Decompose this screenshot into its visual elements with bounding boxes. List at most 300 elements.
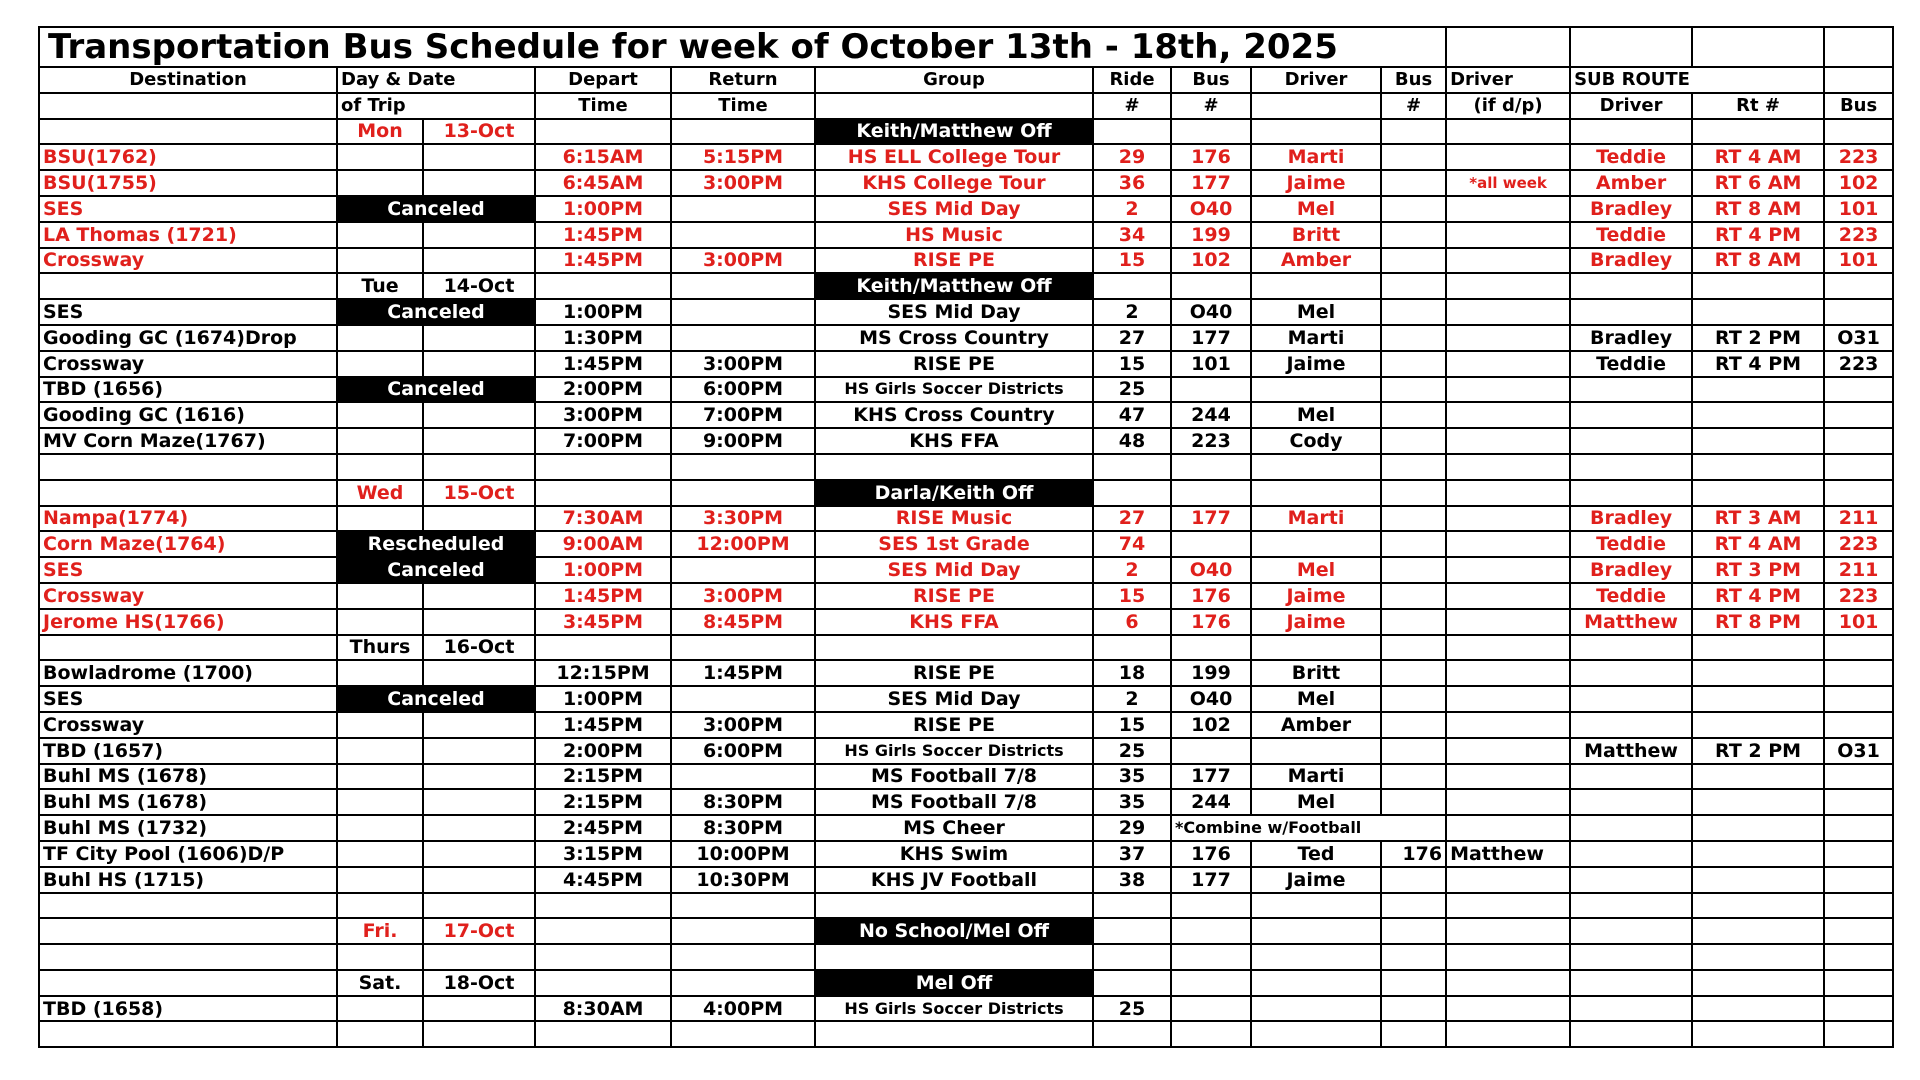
header-driver-2: Driver — [1446, 67, 1570, 93]
blank-cell — [535, 273, 671, 299]
day-label: Mon — [337, 119, 423, 145]
ride-cell: 25 — [1093, 377, 1171, 403]
group-cell: KHS Cross Country — [815, 402, 1093, 428]
date-label: 14-Oct — [423, 273, 535, 299]
bus-cell: 177 — [1171, 764, 1251, 790]
blank-cell — [535, 1021, 671, 1047]
trip-row — [39, 712, 1893, 738]
blank-cell — [39, 93, 337, 119]
group-cell: RISE PE — [815, 712, 1093, 738]
bus-cell: 244 — [1171, 402, 1251, 428]
blank-cell — [423, 454, 535, 480]
sub-bus-cell: 211 — [1824, 557, 1893, 583]
blank-cell — [535, 119, 671, 145]
bus-2-cell — [1381, 506, 1446, 532]
blank-cell — [1824, 1021, 1893, 1047]
trip-row — [39, 738, 1893, 764]
day-header-row — [39, 480, 1893, 506]
destination-cell: BSU(1755) — [39, 170, 337, 196]
destination-cell: Crossway — [39, 248, 337, 274]
bus-cell: 176 — [1171, 841, 1251, 867]
rt-cell: RT 3 PM — [1692, 557, 1824, 583]
blank-cell — [337, 893, 423, 919]
return-cell: 3:00PM — [671, 351, 815, 377]
depart-cell: 3:00PM — [535, 402, 671, 428]
bus-cell: 177 — [1171, 506, 1251, 532]
bus-2-cell — [1381, 557, 1446, 583]
sub-bus-cell: 223 — [1824, 583, 1893, 609]
blank-cell — [1692, 454, 1824, 480]
group-cell: KHS College Tour — [815, 170, 1093, 196]
driver-2-cell — [1446, 222, 1570, 248]
blank-cell — [671, 454, 815, 480]
blank-cell — [423, 609, 535, 635]
depart-cell: 1:30PM — [535, 325, 671, 351]
sub-bus-cell — [1824, 686, 1893, 712]
depart-cell: 1:00PM — [535, 686, 671, 712]
rt-cell — [1692, 428, 1824, 454]
depart-cell: 7:00PM — [535, 428, 671, 454]
rt-cell: RT 4 AM — [1692, 531, 1824, 557]
header-bus-2: Bus — [1381, 67, 1446, 93]
blank-cell — [337, 660, 423, 686]
rt-cell: RT 4 AM — [1692, 144, 1824, 170]
group-cell: RISE PE — [815, 660, 1093, 686]
blank-cell — [423, 583, 535, 609]
ride-cell: 35 — [1093, 764, 1171, 790]
group-cell: KHS Swim — [815, 841, 1093, 867]
header-of-trip: of Trip — [337, 93, 535, 119]
sub-driver-cell — [1570, 299, 1692, 325]
rt-cell: RT 8 AM — [1692, 196, 1824, 222]
ride-cell: 2 — [1093, 196, 1171, 222]
blank-cell — [1381, 454, 1446, 480]
blank-cell — [1251, 635, 1381, 661]
return-cell — [671, 222, 815, 248]
sub-bus-cell: 101 — [1824, 248, 1893, 274]
trip-row — [39, 506, 1893, 532]
destination-cell: SES — [39, 299, 337, 325]
blank-cell — [337, 248, 423, 274]
depart-cell: 3:15PM — [535, 841, 671, 867]
blank-cell — [671, 480, 815, 506]
blank-cell — [1251, 893, 1381, 919]
ride-cell: 47 — [1093, 402, 1171, 428]
blank-cell — [1446, 893, 1570, 919]
sub-driver-cell — [1570, 428, 1692, 454]
status-badge: Rescheduled — [337, 531, 535, 557]
blank-cell — [423, 170, 535, 196]
trip-row — [39, 196, 1893, 222]
blank-cell — [337, 944, 423, 970]
return-cell — [671, 557, 815, 583]
group-cell: HS Girls Soccer Districts — [815, 738, 1093, 764]
return-cell: 3:30PM — [671, 506, 815, 532]
blank-cell — [337, 454, 423, 480]
header-destination: Destination — [39, 67, 337, 93]
return-cell: 6:00PM — [671, 377, 815, 403]
driver-cell: Marti — [1251, 325, 1381, 351]
return-cell — [671, 299, 815, 325]
blank-cell — [1824, 480, 1893, 506]
blank-cell — [1692, 27, 1824, 67]
rt-cell: RT 6 AM — [1692, 170, 1824, 196]
blank-cell — [337, 351, 423, 377]
blank-cell — [1824, 27, 1893, 67]
header-bus-2-num: # — [1381, 93, 1446, 119]
bus-cell: 176 — [1171, 144, 1251, 170]
trip-row — [39, 583, 1893, 609]
driver-cell — [1251, 531, 1381, 557]
off-banner: Darla/Keith Off — [815, 480, 1093, 506]
sub-driver-cell: Matthew — [1570, 738, 1692, 764]
ride-cell: 36 — [1093, 170, 1171, 196]
group-cell: HS Girls Soccer Districts — [815, 996, 1093, 1022]
blank-cell — [337, 841, 423, 867]
depart-cell: 7:30AM — [535, 506, 671, 532]
header-ride: Ride — [1093, 67, 1171, 93]
bus-cell: 102 — [1171, 712, 1251, 738]
blank-cell — [1824, 273, 1893, 299]
blank-cell — [671, 893, 815, 919]
ride-cell: 29 — [1093, 815, 1171, 841]
trip-row — [39, 764, 1893, 790]
bus-2-cell — [1381, 402, 1446, 428]
trip-row — [39, 660, 1893, 686]
group-cell: SES Mid Day — [815, 196, 1093, 222]
blank-cell — [337, 815, 423, 841]
return-cell: 3:00PM — [671, 712, 815, 738]
depart-cell: 1:00PM — [535, 196, 671, 222]
group-cell: RISE Music — [815, 506, 1093, 532]
sub-driver-cell: Amber — [1570, 170, 1692, 196]
blank-cell — [39, 1021, 337, 1047]
bus-cell: 199 — [1171, 660, 1251, 686]
blank-cell — [815, 944, 1093, 970]
blank-cell — [337, 402, 423, 428]
blank-cell — [39, 480, 337, 506]
blank-cell — [337, 144, 423, 170]
blank-cell — [1570, 1021, 1692, 1047]
blank-cell — [1824, 918, 1893, 944]
group-cell: RISE PE — [815, 351, 1093, 377]
ride-cell: 2 — [1093, 557, 1171, 583]
blank-cell — [423, 144, 535, 170]
bus-2-cell — [1381, 712, 1446, 738]
day-label: Wed — [337, 480, 423, 506]
bus-2-cell — [1381, 686, 1446, 712]
blank-cell — [423, 660, 535, 686]
ride-cell: 18 — [1093, 660, 1171, 686]
blank-cell — [423, 402, 535, 428]
rt-cell — [1692, 712, 1824, 738]
off-banner: Keith/Matthew Off — [815, 273, 1093, 299]
driver-2-cell — [1446, 660, 1570, 686]
driver-cell: Marti — [1251, 764, 1381, 790]
sub-driver-cell — [1570, 660, 1692, 686]
bus-2-cell: 176 — [1381, 841, 1446, 867]
group-cell: KHS FFA — [815, 609, 1093, 635]
blank-cell — [39, 970, 337, 996]
blank-row — [39, 1021, 1893, 1047]
depart-cell: 1:45PM — [535, 583, 671, 609]
header-sub-bus: Bus — [1824, 93, 1893, 119]
blank-row — [39, 454, 1893, 480]
bus-2-cell — [1381, 867, 1446, 893]
driver-cell: Marti — [1251, 506, 1381, 532]
blank-cell — [1171, 918, 1251, 944]
blank-cell — [1171, 970, 1251, 996]
sub-bus-cell: 102 — [1824, 170, 1893, 196]
destination-cell: BSU(1762) — [39, 144, 337, 170]
blank-cell — [1570, 893, 1692, 919]
sub-bus-cell — [1824, 712, 1893, 738]
rt-cell — [1692, 815, 1824, 841]
blank-cell — [423, 841, 535, 867]
blank-cell — [337, 712, 423, 738]
blank-cell — [1381, 119, 1446, 145]
driver-2-cell — [1446, 712, 1570, 738]
sub-bus-cell: 211 — [1824, 506, 1893, 532]
trip-row — [39, 402, 1893, 428]
blank-cell — [337, 1021, 423, 1047]
header-sub-route: SUB ROUTE — [1570, 67, 1824, 93]
ride-cell: 37 — [1093, 841, 1171, 867]
group-cell: MS Cross Country — [815, 325, 1093, 351]
rt-cell — [1692, 660, 1824, 686]
sub-bus-cell — [1824, 428, 1893, 454]
ride-cell: 25 — [1093, 996, 1171, 1022]
blank-cell — [1824, 970, 1893, 996]
destination-cell: Crossway — [39, 351, 337, 377]
blank-cell — [1171, 480, 1251, 506]
trip-row — [39, 144, 1893, 170]
blank-cell — [1251, 1021, 1381, 1047]
group-cell: MS Football 7/8 — [815, 789, 1093, 815]
driver-cell: Mel — [1251, 557, 1381, 583]
trip-row — [39, 686, 1893, 712]
blank-cell — [423, 506, 535, 532]
blank-cell — [39, 273, 337, 299]
day-header-row — [39, 970, 1893, 996]
header-driver: Driver — [1251, 67, 1381, 93]
blank-cell — [337, 609, 423, 635]
trip-row — [39, 867, 1893, 893]
sub-driver-cell — [1570, 815, 1692, 841]
blank-cell — [1171, 119, 1251, 145]
trip-row — [39, 609, 1893, 635]
sub-driver-cell: Bradley — [1570, 506, 1692, 532]
return-cell: 1:45PM — [671, 660, 815, 686]
driver-cell: Jaime — [1251, 583, 1381, 609]
group-cell: SES Mid Day — [815, 557, 1093, 583]
destination-cell: TF City Pool (1606)D/P — [39, 841, 337, 867]
destination-cell: Corn Maze(1764) — [39, 531, 337, 557]
depart-cell: 4:45PM — [535, 867, 671, 893]
bus-cell — [1171, 377, 1251, 403]
blank-cell — [39, 635, 337, 661]
blank-cell — [671, 918, 815, 944]
blank-cell — [1692, 119, 1824, 145]
sub-bus-cell: 101 — [1824, 196, 1893, 222]
blank-cell — [535, 893, 671, 919]
ride-cell: 15 — [1093, 351, 1171, 377]
rt-cell: RT 8 AM — [1692, 248, 1824, 274]
blank-cell — [1093, 918, 1171, 944]
blank-cell — [1824, 635, 1893, 661]
driver-cell: Jaime — [1251, 609, 1381, 635]
blank-cell — [1093, 970, 1171, 996]
driver-2-cell — [1446, 815, 1570, 841]
blank-cell — [1381, 893, 1446, 919]
trip-row — [39, 299, 1893, 325]
sub-driver-cell — [1570, 764, 1692, 790]
blank-cell — [1093, 119, 1171, 145]
sub-driver-cell — [1570, 996, 1692, 1022]
day-header-row — [39, 918, 1893, 944]
destination-cell: TBD (1656) — [39, 377, 337, 403]
blank-cell — [1570, 27, 1692, 67]
date-label: 15-Oct — [423, 480, 535, 506]
group-cell: RISE PE — [815, 248, 1093, 274]
group-cell: SES Mid Day — [815, 299, 1093, 325]
sub-bus-cell: 223 — [1824, 144, 1893, 170]
blank-cell — [337, 764, 423, 790]
rt-cell: RT 3 AM — [1692, 506, 1824, 532]
depart-cell: 6:45AM — [535, 170, 671, 196]
return-cell — [671, 325, 815, 351]
blank-cell — [1251, 273, 1381, 299]
blank-cell — [1570, 273, 1692, 299]
bus-2-cell — [1381, 248, 1446, 274]
bus-2-cell — [1381, 377, 1446, 403]
sub-bus-cell: O31 — [1824, 325, 1893, 351]
sub-driver-cell: Teddie — [1570, 583, 1692, 609]
driver-2-cell — [1446, 506, 1570, 532]
blank-cell — [815, 893, 1093, 919]
day-label: Fri. — [337, 918, 423, 944]
sub-bus-cell — [1824, 867, 1893, 893]
sub-driver-cell: Bradley — [1570, 248, 1692, 274]
header-return: Return — [671, 67, 815, 93]
rt-cell — [1692, 867, 1824, 893]
sub-driver-cell: Teddie — [1570, 531, 1692, 557]
blank-cell — [1692, 893, 1824, 919]
blank-cell — [1446, 273, 1570, 299]
blank-cell — [815, 1021, 1093, 1047]
return-cell: 8:30PM — [671, 789, 815, 815]
blank-cell — [1692, 480, 1824, 506]
driver-2-cell — [1446, 351, 1570, 377]
blank-cell — [1381, 273, 1446, 299]
driver-cell: Amber — [1251, 712, 1381, 738]
sub-bus-cell — [1824, 764, 1893, 790]
bus-cell — [1171, 996, 1251, 1022]
rt-cell: RT 4 PM — [1692, 222, 1824, 248]
header-sub-driver: Driver — [1570, 93, 1692, 119]
sub-bus-cell: 101 — [1824, 609, 1893, 635]
destination-cell: Gooding GC (1616) — [39, 402, 337, 428]
blank-cell — [1093, 635, 1171, 661]
depart-cell: 2:45PM — [535, 815, 671, 841]
bus-2-cell — [1381, 428, 1446, 454]
sub-driver-cell — [1570, 686, 1692, 712]
return-cell: 3:00PM — [671, 248, 815, 274]
destination-cell: SES — [39, 196, 337, 222]
depart-cell: 2:00PM — [535, 738, 671, 764]
bus-cell: 244 — [1171, 789, 1251, 815]
blank-cell — [1093, 1021, 1171, 1047]
header-bus: Bus — [1171, 67, 1251, 93]
rt-cell: RT 4 PM — [1692, 583, 1824, 609]
driver-2-cell — [1446, 738, 1570, 764]
blank-cell — [423, 867, 535, 893]
destination-cell: Buhl MS (1678) — [39, 789, 337, 815]
driver-2-cell — [1446, 686, 1570, 712]
day-header-row — [39, 119, 1893, 145]
driver-2-cell — [1446, 609, 1570, 635]
bus-2-cell — [1381, 996, 1446, 1022]
blank-cell — [337, 222, 423, 248]
blank-cell — [671, 970, 815, 996]
sub-driver-cell: Bradley — [1570, 325, 1692, 351]
ride-cell: 6 — [1093, 609, 1171, 635]
sub-bus-cell — [1824, 660, 1893, 686]
blank-cell — [671, 944, 815, 970]
return-cell: 5:15PM — [671, 144, 815, 170]
depart-cell: 1:45PM — [535, 351, 671, 377]
group-cell: SES Mid Day — [815, 686, 1093, 712]
destination-cell: Crossway — [39, 712, 337, 738]
blank-cell — [1381, 1021, 1446, 1047]
blank-cell — [1570, 918, 1692, 944]
bus-2-cell — [1381, 531, 1446, 557]
blank-cell — [337, 996, 423, 1022]
trip-row — [39, 531, 1893, 557]
sub-driver-cell: Teddie — [1570, 144, 1692, 170]
blank-cell — [39, 944, 337, 970]
blank-cell — [1824, 944, 1893, 970]
blank-cell — [423, 789, 535, 815]
rt-cell — [1692, 686, 1824, 712]
rt-cell: RT 8 PM — [1692, 609, 1824, 635]
depart-cell: 1:45PM — [535, 712, 671, 738]
blank-cell — [423, 815, 535, 841]
ride-cell: 34 — [1093, 222, 1171, 248]
sub-driver-cell: Bradley — [1570, 196, 1692, 222]
blank-cell — [39, 119, 337, 145]
bus-2-cell — [1381, 196, 1446, 222]
driver-2-cell — [1446, 583, 1570, 609]
bus-cell: 101 — [1171, 351, 1251, 377]
header-depart-time: Time — [535, 93, 671, 119]
sub-bus-cell: 223 — [1824, 351, 1893, 377]
blank-cell — [1692, 273, 1824, 299]
return-cell: 3:00PM — [671, 170, 815, 196]
blank-cell — [423, 996, 535, 1022]
blank-cell — [1093, 454, 1171, 480]
header-row-2 — [39, 93, 1893, 119]
bus-2-cell — [1381, 789, 1446, 815]
bus-2-cell — [1381, 738, 1446, 764]
blank-cell — [1446, 27, 1570, 67]
blank-cell — [1570, 944, 1692, 970]
blank-cell — [1570, 970, 1692, 996]
blank-cell — [423, 764, 535, 790]
ride-cell: 2 — [1093, 686, 1171, 712]
destination-cell: SES — [39, 686, 337, 712]
destination-cell: MV Corn Maze(1767) — [39, 428, 337, 454]
